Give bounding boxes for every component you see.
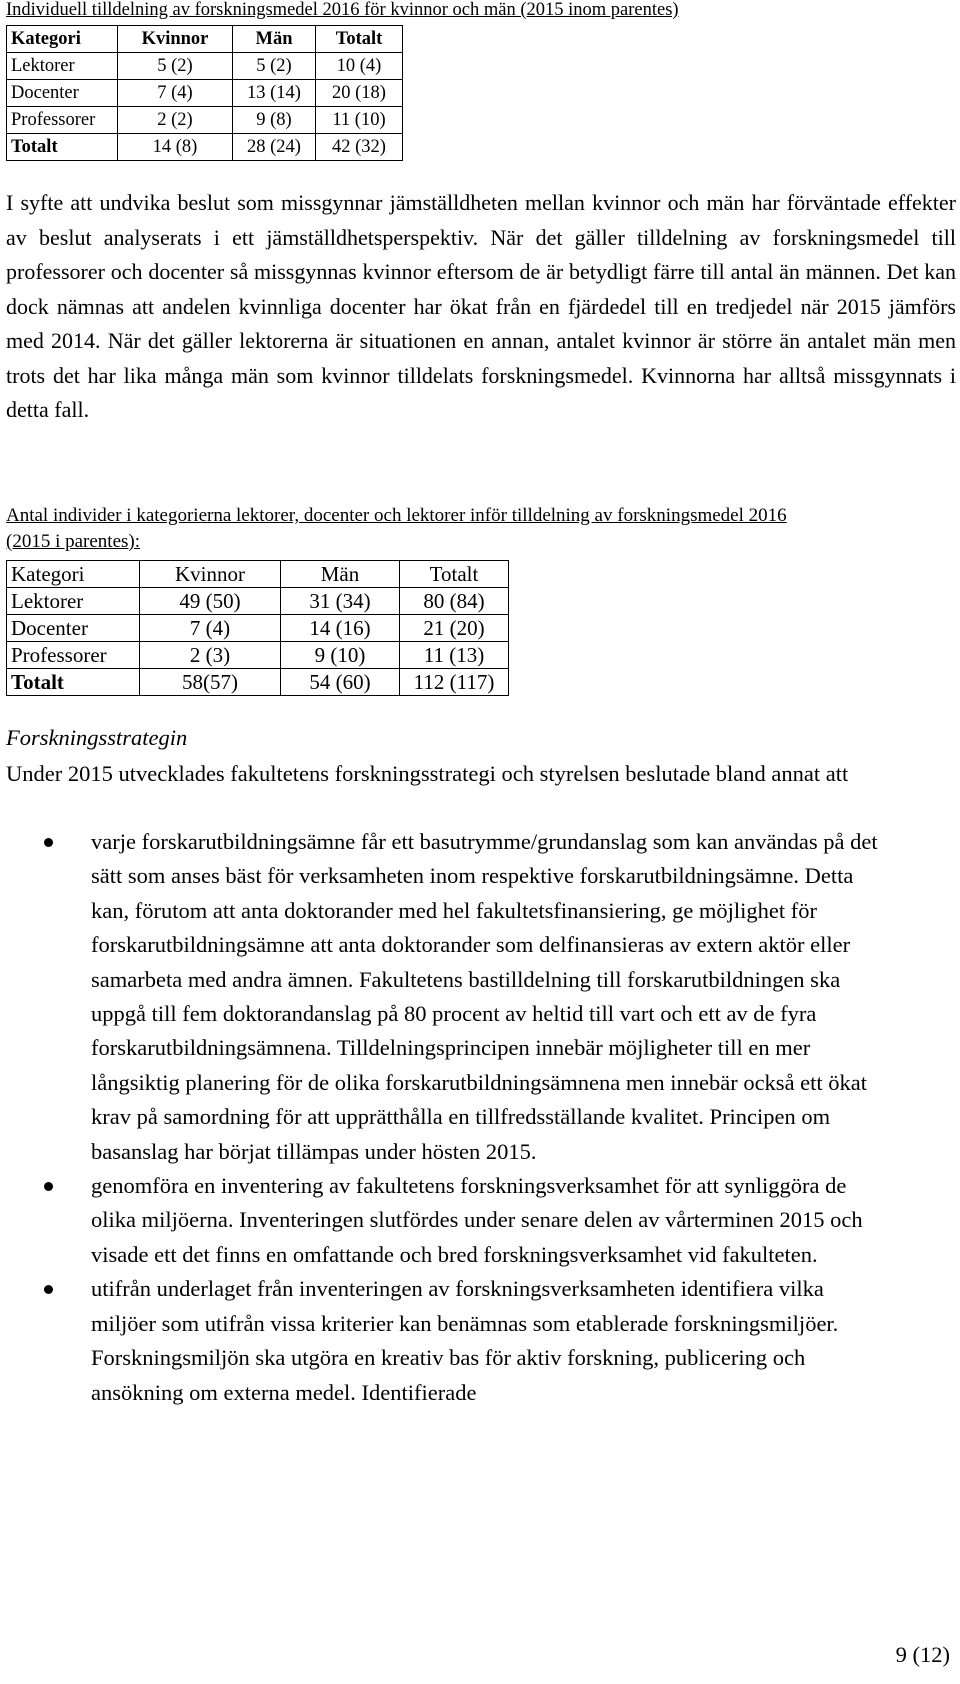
table-cell: 31 (34): [281, 588, 400, 615]
strategy-bullet-list: [0, 825, 960, 1410]
table-row-total: [7, 134, 403, 161]
table-cell: 11 (10): [316, 107, 403, 134]
bullet-icon: [44, 838, 53, 847]
table-cell: 28 (24): [233, 134, 316, 161]
table-cell: 42 (32): [316, 134, 403, 161]
table-row: [7, 107, 403, 134]
list-item: [0, 1169, 891, 1272]
table-cell: 13 (14): [233, 80, 316, 107]
table-row: [7, 615, 509, 642]
table-cell: Lektorer: [7, 53, 118, 80]
table-cell: 21 (20): [400, 615, 509, 642]
table-cell: 11 (13): [400, 642, 509, 669]
table-row: [7, 53, 403, 80]
table-row-total: [7, 669, 509, 696]
table-cell: Lektorer: [7, 588, 140, 615]
table-cell: 5 (2): [233, 53, 316, 80]
header-cell: Män: [233, 26, 316, 53]
table-cell: 9 (10): [281, 642, 400, 669]
table-cell: 80 (84): [400, 588, 509, 615]
table-cell: 9 (8): [233, 107, 316, 134]
table-cell: Professorer: [7, 107, 118, 134]
table-cell: 5 (2): [118, 53, 233, 80]
table-cell: Docenter: [7, 615, 140, 642]
list-item: [0, 1272, 891, 1410]
table-cell: 49 (50): [140, 588, 281, 615]
page-number: 9 (12): [895, 1642, 950, 1667]
table-row: [7, 642, 509, 669]
header-cell: Kvinnor: [118, 26, 233, 53]
bullet-icon: [44, 1285, 53, 1294]
header-cell: Män: [281, 561, 400, 588]
table1-caption: Individuell tilldelning av forskningsmedel 2016 för kvinnor och män (2015 inom parentes): [6, 0, 679, 20]
paragraph-equality-analysis: I syfte att undvika beslut som missgynnar jämställdheten mellan kvinnor och män har förväntade effekter av beslut analyserats i ett jämställdhetsperspektiv. När det gäller tilldelning av forskningsmedel till professorer och docenter så missgynnas kvinnor eftersom de är betydligt färre till antal än männen. Det kan dock nämnas att andelen kvinnliga docenter har ökat från en fjärdedel till en tredjedel när 2015 jämförs med 2014. När det gäller lektorerna är situationen en annan, antalet kvinnor är större än antalet män men trots det har lika många män som kvinnor tilldelats forskningsmedel. Kvinnorna har alltså missgynnats i detta fall.: [6, 190, 956, 422]
table-cell: 14 (16): [281, 615, 400, 642]
table-cell: 20 (18): [316, 80, 403, 107]
header-cell: Totalt: [316, 26, 403, 53]
header-cell: Kategori: [7, 561, 140, 588]
table-individual-counts: [6, 560, 509, 696]
table-header-row: [7, 26, 403, 53]
table-cell: 7 (4): [118, 80, 233, 107]
table-cell: Professorer: [7, 642, 140, 669]
table2-caption-line1: Antal individer i kategorierna lektorer, docenter och lektorer inför tilldelning av forskningsmedel 2016: [6, 505, 787, 526]
table-cell: 2 (3): [140, 642, 281, 669]
header-cell: Kvinnor: [140, 561, 281, 588]
table-cell: Docenter: [7, 80, 118, 107]
table-row: [7, 588, 509, 615]
list-item-text: varje forskarutbildningsämne får ett basutrymme/grundanslag som kan användas på det sätt som anses bäst för verksamheten inom respektive forskarutbildningsämne. Detta kan, förutom att anta doktorander med hel fakultetsfinansiering, ge möjlighet för forskarutbildningsämne att anta doktorander som delfinansieras av extern aktör eller samarbeta med andra ämnen. Fakultetens bastilldelning till forskarutbildningen ska uppgå till fem doktorandanslag på 80 procent av heltid till vart och ett av de fyra forskarutbildningsämnena. Tilldelningsprincipen innebär möjligheter till en mer långsiktig planering för de olika forskarutbildningsämnena men innebär också ett ökat krav på samordning för att upprätthålla en tillfredsställande kvalitet. Principen om basanslag har börjat tillämpas under hösten 2015.: [91, 829, 878, 1164]
section-heading: Forskningsstrategin: [6, 725, 188, 750]
list-item: [0, 825, 891, 1169]
table-cell: 2 (2): [118, 107, 233, 134]
table2-caption-line2: (2015 i parentes):: [6, 531, 141, 552]
table-row: [7, 80, 403, 107]
table-cell: Totalt: [7, 134, 118, 161]
table-header-row: [7, 561, 509, 588]
section-intro: Under 2015 utvecklades fakultetens forskningsstrategi och styrelsen beslutade bland annat att: [6, 761, 849, 786]
header-cell: Totalt: [400, 561, 509, 588]
table-individual-allocation: [6, 25, 403, 161]
table-cell: 7 (4): [140, 615, 281, 642]
table-cell: 14 (8): [118, 134, 233, 161]
list-item-text: genomföra en inventering av fakultetens forskningsverksamhet för att synliggöra de olika miljöerna. Inventeringen slutfördes under senare delen av vårterminen 2015 och visade ett det finns en omfattande och bred forskningsverksamhet vid fakulteten.: [91, 1173, 863, 1267]
table-cell: Totalt: [7, 669, 140, 696]
table-cell: 112 (117): [400, 669, 509, 696]
list-item-text: utifrån underlaget från inventeringen av forskningsverksamheten identifiera vilka miljöer som utifrån vissa kriterier kan benämnas som etablerade forskningsmiljöer. Forskningsmiljön ska utgöra en kreativ bas för aktiv forskning, publicering och ansökning om externa medel. Identifierade: [91, 1276, 839, 1405]
table-cell: 10 (4): [316, 53, 403, 80]
bullet-icon: [44, 1182, 53, 1191]
table-cell: 54 (60): [281, 669, 400, 696]
table-cell: 58(57): [140, 669, 281, 696]
header-cell: Kategori: [7, 26, 118, 53]
